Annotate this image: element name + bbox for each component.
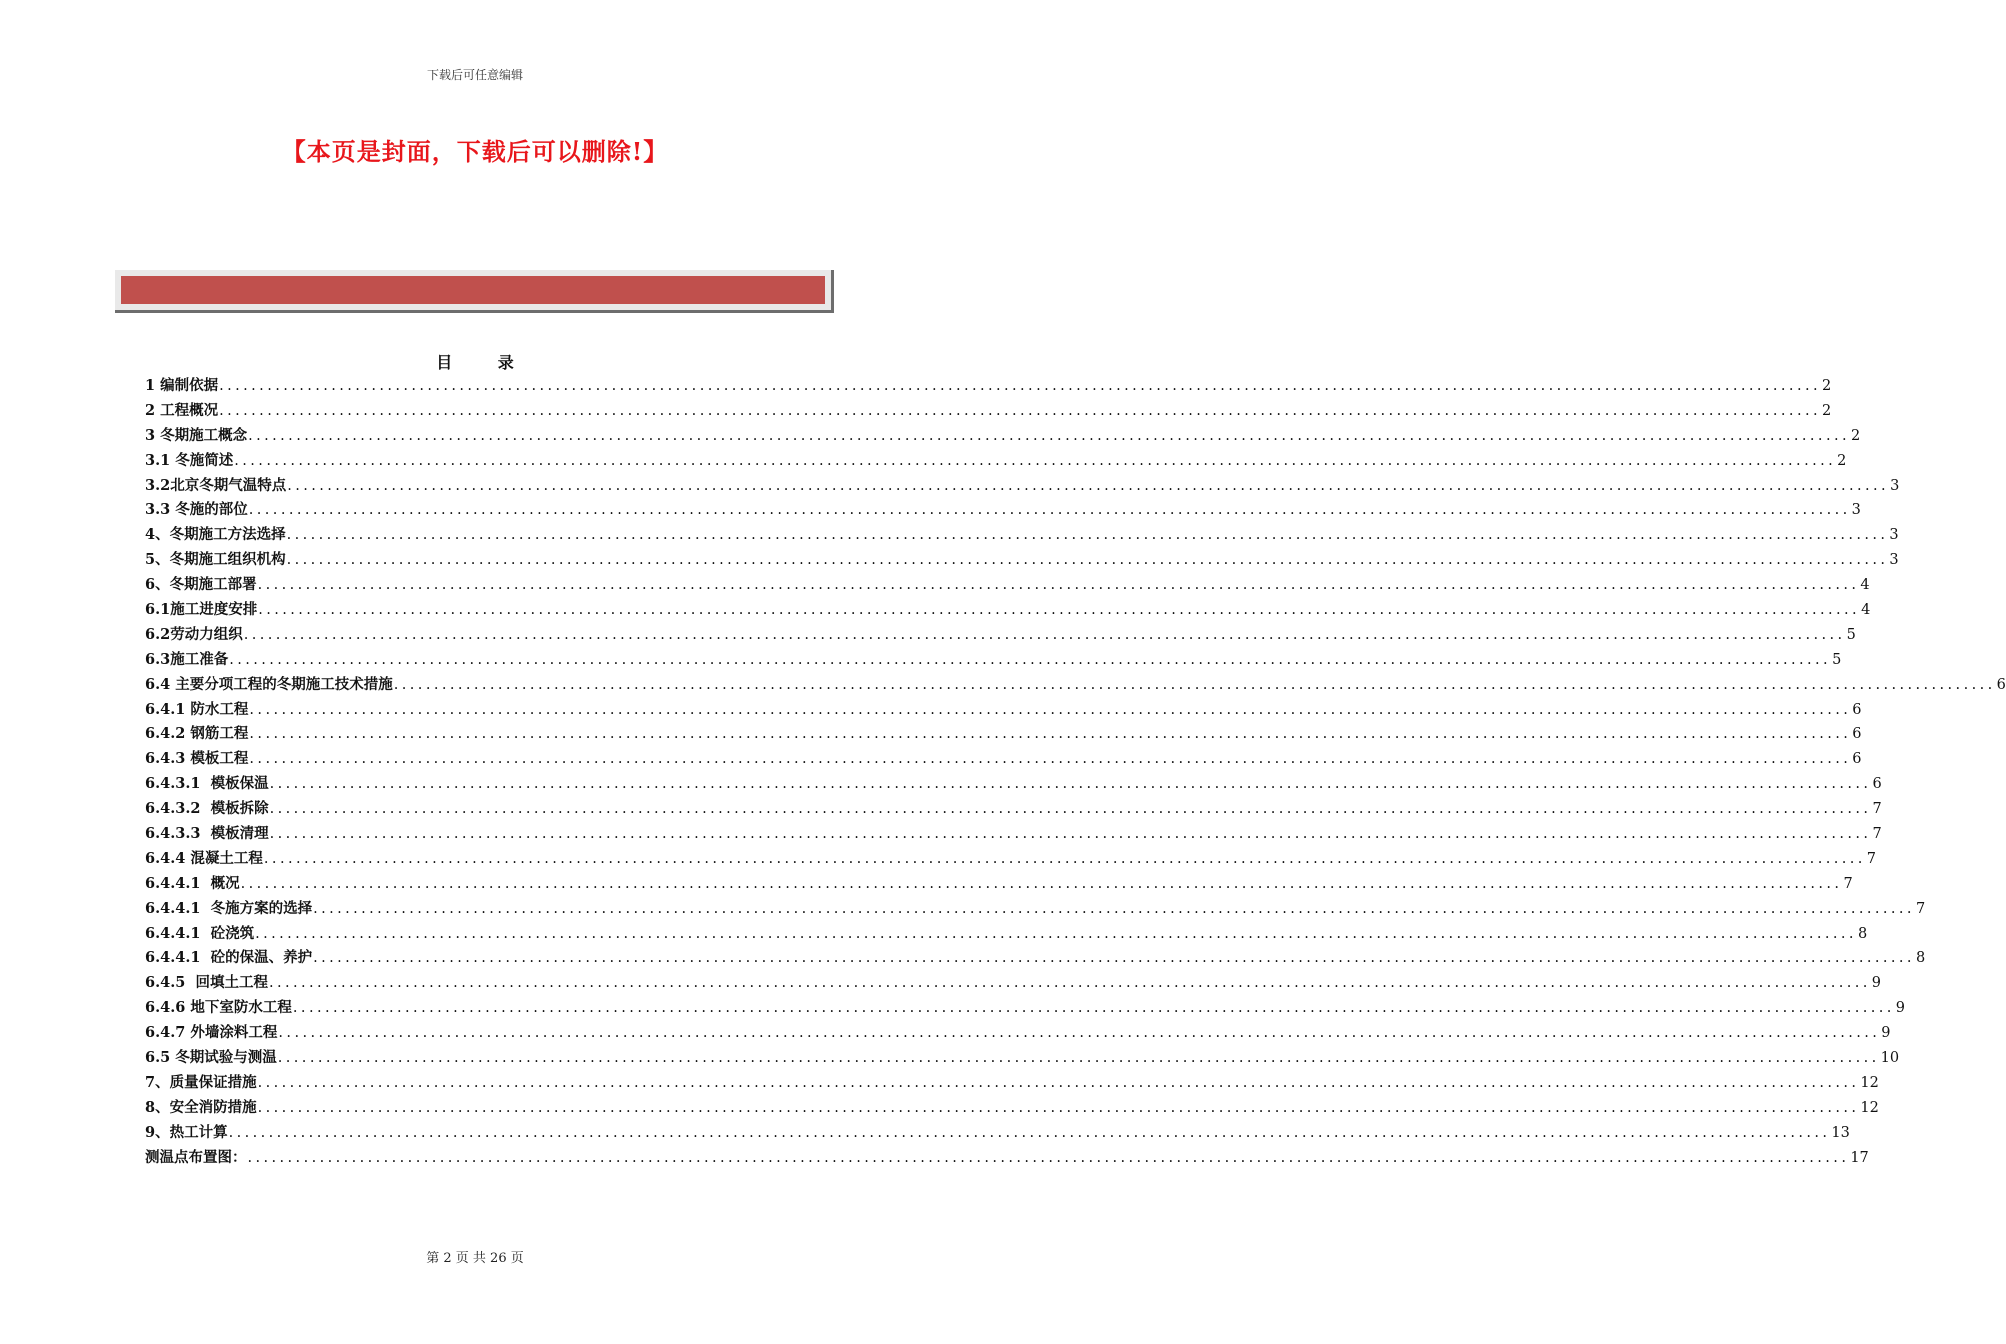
toc-dot-leader: ........................................................................................................................................................................................................ (234, 452, 1837, 469)
toc-entry[interactable] (145, 747, 1862, 772)
toc-entry-page: 7 (1872, 801, 1882, 818)
toc-entry[interactable] (145, 1046, 1900, 1071)
toc-entry-label: 测温点布置图： (145, 1148, 247, 1166)
toc-entry[interactable] (145, 648, 1842, 673)
toc-entry-label: 1 编制依据 (145, 377, 219, 394)
toc-entry-page: 17 (1850, 1149, 1869, 1166)
toc-dot-leader: ........................................................................................................................................................................................................ (287, 477, 1890, 494)
toc-entry[interactable] (145, 623, 1856, 648)
toc-dot-leader: ........................................................................................................................................................................................................ (263, 850, 1866, 867)
toc-entry[interactable] (145, 399, 1832, 424)
toc-entry[interactable] (145, 847, 1876, 872)
toc-entry[interactable] (145, 946, 1926, 971)
toc-entry-label: 5、冬期施工组织机构 (145, 551, 286, 569)
toc-dot-leader: ........................................................................................................................................................................................................ (268, 975, 1871, 992)
toc-dot-leader: ........................................................................................................................................................................................................ (248, 427, 1850, 444)
toc-entry-label: 6.1施工进度安排 (145, 601, 258, 619)
toc-entry-page: 7 (1866, 850, 1876, 867)
toc-dot-leader: ........................................................................................................................................................................................................ (249, 751, 1852, 768)
toc-entry-page: 6 (1852, 751, 1862, 768)
toc-entry[interactable] (145, 523, 1899, 548)
toc-entry-page: 7 (1872, 826, 1882, 843)
toc-entry-label: 6、冬期施工部署 (145, 576, 257, 594)
toc-entry[interactable] (145, 1071, 1879, 1096)
toc-entry-page: 4 (1860, 577, 1870, 594)
page-footer: 第 2 页 共 26 页 (426, 1251, 524, 1266)
toc-entry-label: 6.4.3.3 模板清理 (145, 825, 269, 843)
toc-dot-leader: ........................................................................................................................................................................................................ (313, 900, 1915, 917)
toc-entry[interactable] (145, 1146, 1869, 1171)
toc-dot-leader: ........................................................................................................................................................................................................ (243, 626, 1846, 643)
toc-dot-leader: ........................................................................................................................................................................................................ (255, 925, 1857, 942)
toc-dot-leader: ........................................................................................................................................................................................................ (248, 502, 1851, 519)
toc-entry-label: 6.4.4.1 砼的保温、养护 (145, 949, 313, 967)
toc-entry-page: 2 (1837, 452, 1847, 469)
toc-entry-label: 6.4.4.1 概况 (145, 874, 240, 892)
toc-entry[interactable] (145, 996, 1905, 1021)
toc-dot-leader: ........................................................................................................................................................................................................ (286, 527, 1889, 544)
toc-entry-page: 2 (1821, 378, 1832, 394)
toc-dot-leader: ........................................................................................................................................................................................................ (258, 602, 1861, 619)
toc-entry[interactable] (145, 673, 2006, 698)
toc-dot-leader: ........................................................................................................................................................................................................ (393, 676, 1996, 693)
toc-entry-label: 6.2劳动力组织 (145, 625, 243, 643)
toc-entry-label: 3.2北京冬期气温特点 (145, 476, 287, 494)
toc-entry-label: 6.4.4 混凝土工程 (145, 849, 263, 867)
toc-entry-page: 9 (1871, 975, 1882, 992)
toc-entry-label: 6.4.3.2 模板拆除 (145, 800, 269, 818)
toc-dot-leader: ........................................................................................................................................................................................................ (286, 552, 1889, 569)
toc-entry-label: 9、热工计算 (145, 1123, 228, 1141)
toc-dot-leader: ........................................................................................................................................................................................................ (277, 1050, 1880, 1067)
toc-entry-label: 6.4.2 钢筋工程 (145, 725, 249, 743)
toc-entry-label: 6.5 冬期试验与测温 (145, 1049, 277, 1067)
toc-entry-page: 5 (1846, 626, 1856, 643)
toc-dot-leader: ........................................................................................................................................................................................................ (292, 1000, 1895, 1017)
toc-entry-page: 13 (1831, 1124, 1850, 1141)
toc-dot-leader: ........................................................................................................................................................................................................ (229, 651, 1832, 668)
toc-entry-page: 2 (1850, 427, 1861, 444)
toc-entry-page: 6 (1852, 701, 1862, 718)
toc-entry[interactable] (145, 424, 1861, 449)
toc-entry-page: 3 (1889, 527, 1899, 544)
toc-entry[interactable] (145, 1121, 1850, 1146)
toc-entry-label: 6.4.5 回填土工程 (145, 974, 268, 992)
toc-entry-page: 6 (1996, 676, 2006, 693)
toc-entry[interactable] (145, 598, 1871, 623)
table-of-contents (145, 374, 2006, 1171)
toc-entry[interactable] (145, 922, 1868, 947)
toc-entry[interactable] (145, 548, 1899, 573)
toc-entry[interactable] (145, 1096, 1879, 1121)
toc-entry-page: 3 (1889, 552, 1899, 569)
toc-entry-page: 10 (1880, 1050, 1900, 1067)
header-note: 下载后可任意编辑 (426, 68, 523, 82)
decorative-banner (121, 276, 825, 304)
toc-entry[interactable] (145, 822, 1882, 847)
toc-dot-leader: ........................................................................................................................................................................................................ (278, 1025, 1881, 1042)
toc-dot-leader: ........................................................................................................................................................................................................ (247, 1149, 1850, 1166)
toc-entry[interactable] (145, 449, 1847, 474)
toc-dot-leader: ........................................................................................................................................................................................................ (257, 1074, 1860, 1091)
toc-dot-leader: ........................................................................................................................................................................................................ (219, 378, 1821, 394)
toc-dot-leader: ........................................................................................................................................................................................................ (249, 726, 1852, 743)
toc-dot-leader: ........................................................................................................................................................................................................ (313, 950, 1915, 967)
toc-entry-page: 7 (1843, 875, 1853, 892)
toc-entry-page: 9 (1881, 1025, 1891, 1042)
toc-entry-label: 2 工程概况 (145, 401, 219, 419)
toc-dot-leader: ........................................................................................................................................................................................................ (219, 402, 1821, 419)
toc-entry-page: 6 (1852, 726, 1862, 743)
cover-notice: 【本页是封面，下载后可以删除!】 (281, 137, 669, 166)
toc-entry-page: 6 (1872, 776, 1882, 793)
toc-entry-label: 7、质量保证措施 (145, 1073, 257, 1091)
toc-entry[interactable] (145, 897, 1926, 922)
toc-entry-page: 4 (1861, 602, 1871, 619)
toc-entry-label: 8、安全消防措施 (145, 1098, 257, 1116)
toc-dot-leader: ........................................................................................................................................................................................................ (240, 875, 1843, 892)
toc-entry-label: 6.4.4.1 砼浇筑 (145, 924, 255, 942)
toc-entry-label: 6.4.6 地下室防水工程 (145, 999, 292, 1017)
toc-entry-page: 8 (1915, 950, 1926, 967)
toc-entry-label: 6.4.3 模板工程 (145, 750, 249, 768)
toc-entry[interactable] (145, 374, 1832, 399)
toc-entry[interactable] (145, 872, 1853, 897)
toc-entry-label: 6.4 主要分项工程的冬期施工技术措施 (145, 675, 393, 693)
toc-dot-leader: ........................................................................................................................................................................................................ (257, 1099, 1860, 1116)
toc-dot-leader: ........................................................................................................................................................................................................ (269, 826, 1872, 843)
toc-dot-leader: ........................................................................................................................................................................................................ (249, 701, 1852, 718)
toc-entry-label: 3.3 冬施的部位 (145, 501, 248, 519)
toc-entry-page: 5 (1832, 651, 1842, 668)
toc-title: 目 录 (436, 353, 534, 372)
toc-dot-leader: ........................................................................................................................................................................................................ (269, 801, 1872, 818)
toc-entry-label: 6.4.7 外墙涂料工程 (145, 1024, 278, 1042)
decorative-banner-frame (115, 270, 834, 313)
toc-entry-page: 12 (1860, 1074, 1879, 1091)
toc-entry-label: 4、冬期施工方法选择 (145, 526, 286, 544)
toc-entry-label: 6.4.3.1 模板保温 (145, 775, 269, 793)
toc-dot-leader: ........................................................................................................................................................................................................ (269, 776, 1872, 793)
toc-dot-leader: ........................................................................................................................................................................................................ (228, 1124, 1831, 1141)
toc-entry[interactable] (145, 797, 1882, 822)
toc-entry-page: 9 (1895, 1000, 1905, 1017)
toc-entry-page: 12 (1860, 1099, 1879, 1116)
toc-entry-page: 8 (1857, 925, 1868, 942)
toc-entry[interactable] (145, 474, 1900, 499)
toc-entry[interactable] (145, 498, 1861, 523)
toc-entry[interactable] (145, 573, 1870, 598)
toc-entry[interactable] (145, 722, 1862, 747)
toc-entry-page: 3 (1851, 502, 1861, 519)
toc-entry-label: 6.3施工准备 (145, 650, 229, 668)
toc-entry-page: 7 (1915, 900, 1926, 917)
toc-entry-label: 6.4.1 防水工程 (145, 700, 249, 718)
toc-entry[interactable] (145, 1021, 1891, 1046)
toc-entry[interactable] (145, 772, 1882, 797)
toc-entry-page: 3 (1890, 477, 1900, 494)
toc-dot-leader: ........................................................................................................................................................................................................ (257, 577, 1860, 594)
toc-entry-page: 2 (1821, 402, 1832, 419)
toc-entry[interactable] (145, 971, 1882, 996)
toc-entry-label: 3 冬期施工概念 (145, 426, 248, 444)
toc-entry[interactable] (145, 698, 1862, 723)
toc-entry-label: 6.4.4.1 冬施方案的选择 (145, 899, 313, 917)
toc-entry-label: 3.1 冬施简述 (145, 451, 234, 469)
